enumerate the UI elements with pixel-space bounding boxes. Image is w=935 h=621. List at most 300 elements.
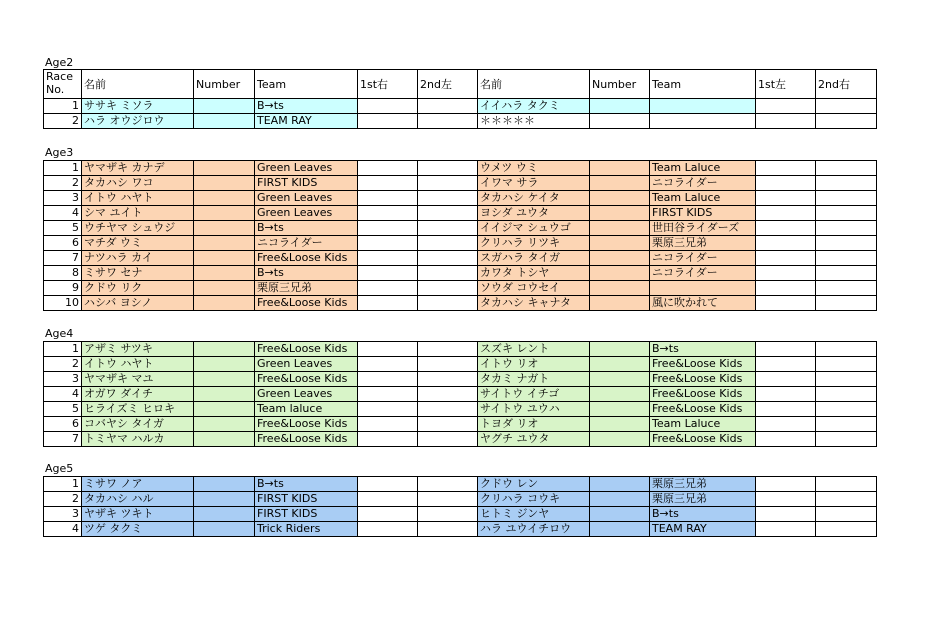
result-cell [418,432,478,447]
racer-number [590,266,650,281]
result-cell [358,161,418,176]
racer-team: Trick Riders [255,522,358,537]
result-cell [756,296,816,311]
racer-name: イトウ リオ [478,357,590,372]
racer-name: ナツハラ カイ [82,251,194,266]
racer-team: 栗原三兄弟 [255,281,358,296]
race-no-header: Race No. [44,70,82,99]
racer-number [590,387,650,402]
racer-name: アザミ サツキ [82,342,194,357]
racer-team: 世田谷ライダーズ [650,221,756,236]
result-cell [816,357,877,372]
racer-name: ソウダ コウセイ [478,281,590,296]
result-cell [358,236,418,251]
racer-team [650,281,756,296]
racer-team: Free&Loose Kids [255,417,358,432]
result-cell [358,492,418,507]
racer-team: 風に吹かれて [650,296,756,311]
racer-team: 栗原三兄弟 [650,492,756,507]
table-row [44,387,877,402]
racer-team: Team Laluce [650,417,756,432]
racer-number [590,206,650,221]
racer-name: シマ ユイト [82,206,194,221]
result-cell [418,522,478,537]
racer-number [194,161,255,176]
age-group-title: Age4 [45,327,74,340]
racer-number [590,417,650,432]
racer-team: Free&Loose Kids [650,357,756,372]
racer-number [194,522,255,537]
racer-name: ウチヤマ シュウジ [82,221,194,236]
result-cell [358,251,418,266]
racer-number [590,221,650,236]
race-no: 6 [44,417,82,432]
racer-team: FIRST KIDS [255,492,358,507]
age-group-title: Age2 [45,56,74,69]
racer-team: Free&Loose Kids [255,296,358,311]
race-no: 1 [44,99,82,114]
result-cell [816,114,877,129]
racer-name: クドウ レン [478,477,590,492]
result-cell [358,432,418,447]
result-cell [816,191,877,206]
result-cell [418,372,478,387]
racer-number [590,507,650,522]
result-cell [358,281,418,296]
racer-team: Green Leaves [255,206,358,221]
racer-name: ハシバ ヨシノ [82,296,194,311]
racer-name: トミヤマ ハルカ [82,432,194,447]
result-cell [816,296,877,311]
number-header: Number [194,70,255,99]
team-header-2: Team [650,70,756,99]
result-cell [756,432,816,447]
result-cell [816,161,877,176]
result-cell [816,492,877,507]
racer-name: スズキ レント [478,342,590,357]
result-cell [418,281,478,296]
racer-number [194,99,255,114]
table-row [44,296,877,311]
result-cell [756,402,816,417]
racer-name: タカハシ キャナタ [478,296,590,311]
racer-number [590,161,650,176]
racer-name: タカハシ ワコ [82,176,194,191]
racer-team: Free&Loose Kids [650,432,756,447]
result-cell [756,266,816,281]
racer-team: Free&Loose Kids [255,251,358,266]
racer-team: Green Leaves [255,161,358,176]
race-no: 4 [44,206,82,221]
result-cell [816,342,877,357]
result-cell [358,191,418,206]
racer-name: ＊＊＊＊＊ [478,114,590,129]
racer-name: イイハラ タクミ [478,99,590,114]
race-no: 6 [44,236,82,251]
result-cell [358,417,418,432]
racer-team: TEAM RAY [255,114,358,129]
result-cell [756,522,816,537]
result-cell [418,161,478,176]
racer-team: Green Leaves [255,387,358,402]
result-cell [418,236,478,251]
racer-name: ウメツ ウミ [478,161,590,176]
racer-name: コバヤシ タイガ [82,417,194,432]
racer-name: スガハラ タイガ [478,251,590,266]
racer-team [650,99,756,114]
racer-team: 栗原三兄弟 [650,477,756,492]
table-row [44,161,877,176]
racer-number [590,357,650,372]
racer-team: Free&Loose Kids [255,342,358,357]
result-cell [756,114,816,129]
racer-name: ヤマザキ カナデ [82,161,194,176]
table-row [44,357,877,372]
result-cell [756,281,816,296]
result-cell [816,477,877,492]
racer-number [590,477,650,492]
age2-block [43,69,877,129]
age-group-title: Age5 [45,462,74,475]
result-cell [756,236,816,251]
result-cell [418,417,478,432]
result-cell [756,417,816,432]
result-cell [358,507,418,522]
racer-team: B→ts [255,99,358,114]
result-cell [816,372,877,387]
racer-name: ササキ ミソラ [82,99,194,114]
racer-number [590,281,650,296]
racer-number [194,206,255,221]
racer-number [194,387,255,402]
result-cell [418,114,478,129]
racer-name: サイトウ イチゴ [478,387,590,402]
racer-number [590,522,650,537]
racer-name: イトウ ハヤト [82,357,194,372]
result-cell [756,342,816,357]
racer-team: B→ts [255,266,358,281]
racer-team: 栗原三兄弟 [650,236,756,251]
second-left-header: 2nd左 [418,70,478,99]
racer-number [194,296,255,311]
result-cell [756,251,816,266]
racer-name: クドウ リク [82,281,194,296]
racer-team: B→ts [650,507,756,522]
result-cell [358,477,418,492]
result-cell [358,176,418,191]
name-header-2: 名前 [478,70,590,99]
result-cell [756,492,816,507]
race-no: 2 [44,357,82,372]
racer-number [194,492,255,507]
result-cell [816,99,877,114]
result-cell [816,251,877,266]
racer-team: ニコライダー [255,236,358,251]
age5-table [43,476,877,537]
race-no: 3 [44,507,82,522]
result-cell [816,236,877,251]
racer-number [590,432,650,447]
racer-team [650,114,756,129]
result-cell [358,342,418,357]
table-row [44,432,877,447]
racer-team: Free&Loose Kids [255,372,358,387]
result-cell [418,477,478,492]
first-right-header: 1st右 [358,70,418,99]
racer-number [194,114,255,129]
racer-team: Team Laluce [650,191,756,206]
racer-name: ハラ ユウイチロウ [478,522,590,537]
age-group-title: Age3 [45,146,74,159]
race-no: 4 [44,387,82,402]
result-cell [358,522,418,537]
result-cell [358,266,418,281]
racer-number [590,372,650,387]
first-left-header: 1st左 [756,70,816,99]
result-cell [816,206,877,221]
racer-number [590,176,650,191]
racer-number [194,251,255,266]
result-cell [418,492,478,507]
racer-team: ニコライダー [650,266,756,281]
result-cell [756,191,816,206]
result-cell [358,99,418,114]
result-cell [816,522,877,537]
result-cell [418,251,478,266]
name-header: 名前 [82,70,194,99]
result-cell [418,266,478,281]
racer-team: B→ts [255,221,358,236]
racer-number [590,114,650,129]
racer-name: イワマ サラ [478,176,590,191]
result-cell [358,114,418,129]
result-cell [756,357,816,372]
header-row [44,70,877,99]
racer-team: FIRST KIDS [255,176,358,191]
table-row [44,266,877,281]
racer-number [194,417,255,432]
table-row [44,236,877,251]
racer-number [194,477,255,492]
racer-number [590,296,650,311]
age2-table [43,69,877,129]
age3-block [43,160,877,311]
race-no: 3 [44,191,82,206]
table-row [44,176,877,191]
racer-name: トヨダ リオ [478,417,590,432]
racer-number [194,266,255,281]
result-cell [756,221,816,236]
table-row [44,206,877,221]
team-header: Team [255,70,358,99]
result-cell [358,206,418,221]
racer-name: ミサワ セナ [82,266,194,281]
racer-team: B→ts [255,477,358,492]
result-cell [756,477,816,492]
racer-team: ニコライダー [650,251,756,266]
number-header-2: Number [590,70,650,99]
result-cell [816,221,877,236]
table-row [44,342,877,357]
racer-name: ヒライズミ ヒロキ [82,402,194,417]
racer-team: Free&Loose Kids [255,432,358,447]
racer-name: カワタ トシヤ [478,266,590,281]
race-no: 8 [44,266,82,281]
race-no: 7 [44,251,82,266]
table-row [44,477,877,492]
table-row [44,114,877,129]
racer-name: イイジマ シュウゴ [478,221,590,236]
racer-team: Free&Loose Kids [650,387,756,402]
racer-number [194,221,255,236]
result-cell [418,357,478,372]
result-cell [358,296,418,311]
racer-name: ミサワ ノア [82,477,194,492]
racer-name: クリハラ コウキ [478,492,590,507]
result-cell [756,161,816,176]
table-row [44,417,877,432]
result-cell [816,402,877,417]
racer-name: サイトウ ユウハ [478,402,590,417]
age3-table [43,160,877,311]
racer-number [590,402,650,417]
racer-name: ヒトミ ジンヤ [478,507,590,522]
result-cell [816,507,877,522]
table-row [44,522,877,537]
racer-number [194,191,255,206]
table-row [44,507,877,522]
racer-team: Free&Loose Kids [650,372,756,387]
result-cell [756,507,816,522]
race-no: 4 [44,522,82,537]
second-right-header: 2nd右 [816,70,877,99]
racer-number [590,99,650,114]
result-cell [418,296,478,311]
race-no: 2 [44,114,82,129]
race-no: 5 [44,402,82,417]
table-row [44,191,877,206]
result-cell [418,191,478,206]
race-no: 2 [44,492,82,507]
age4-block [43,341,877,447]
racer-number [194,176,255,191]
racer-number [194,507,255,522]
racer-team: Green Leaves [255,191,358,206]
table-row [44,99,877,114]
race-no: 7 [44,432,82,447]
race-no: 1 [44,161,82,176]
racer-number [590,236,650,251]
racer-name: ヨシダ ユウタ [478,206,590,221]
racer-name: クリハラ リツキ [478,236,590,251]
result-cell [358,387,418,402]
result-cell [756,387,816,402]
result-cell [418,342,478,357]
racer-team: ニコライダー [650,176,756,191]
result-cell [418,99,478,114]
age5-block [43,476,877,537]
result-cell [358,402,418,417]
race-no: 3 [44,372,82,387]
table-row [44,221,877,236]
result-cell [816,387,877,402]
racer-team: Team laluce [255,402,358,417]
racer-team: Free&Loose Kids [650,402,756,417]
result-cell [816,266,877,281]
result-cell [418,221,478,236]
racer-name: ハラ オウジロウ [82,114,194,129]
racer-team: FIRST KIDS [650,206,756,221]
racer-number [590,342,650,357]
race-no: 1 [44,477,82,492]
race-no: 1 [44,342,82,357]
racer-name: タカミ ナガト [478,372,590,387]
table-row [44,492,877,507]
racer-number [194,281,255,296]
racer-number [194,357,255,372]
racer-name: タカハシ ハル [82,492,194,507]
result-cell [358,357,418,372]
table-row [44,372,877,387]
race-no: 2 [44,176,82,191]
result-cell [756,372,816,387]
racer-name: オガワ ダイチ [82,387,194,402]
racer-number [194,236,255,251]
result-cell [756,176,816,191]
result-cell [418,176,478,191]
racer-name: イトウ ハヤト [82,191,194,206]
result-cell [816,432,877,447]
racer-number [590,492,650,507]
racer-name: マチダ ウミ [82,236,194,251]
result-cell [358,221,418,236]
table-row [44,402,877,417]
result-cell [418,387,478,402]
result-cell [816,281,877,296]
racer-number [590,191,650,206]
race-no: 9 [44,281,82,296]
racer-number [194,432,255,447]
table-row [44,281,877,296]
result-cell [418,507,478,522]
racer-name: ヤグチ ユウタ [478,432,590,447]
result-cell [816,176,877,191]
result-cell [816,417,877,432]
racer-team: FIRST KIDS [255,507,358,522]
racer-team: Team Laluce [650,161,756,176]
racer-number [194,402,255,417]
racer-team: Green Leaves [255,357,358,372]
result-cell [418,402,478,417]
racer-name: ヤザキ ツキト [82,507,194,522]
racer-team: TEAM RAY [650,522,756,537]
racer-number [194,372,255,387]
result-cell [418,206,478,221]
racer-name: ツゲ タクミ [82,522,194,537]
race-no: 5 [44,221,82,236]
racer-name: ヤマザキ マユ [82,372,194,387]
race-no: 10 [44,296,82,311]
result-cell [756,206,816,221]
racer-number [194,342,255,357]
racer-team: B→ts [650,342,756,357]
result-cell [358,372,418,387]
table-row [44,251,877,266]
result-cell [756,99,816,114]
age4-table [43,341,877,447]
racer-name: タカハシ ケイタ [478,191,590,206]
racer-number [590,251,650,266]
